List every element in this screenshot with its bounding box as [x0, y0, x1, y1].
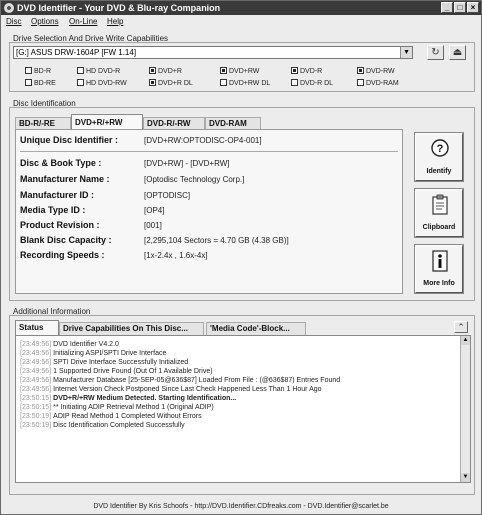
more-info-button-label: More Info	[423, 280, 455, 287]
value-manufacturer-id: [OPTODISC]	[144, 191, 191, 200]
cap-dvd-plus-rw: DVD+RW	[220, 67, 259, 76]
identify-button-label: Identify	[426, 168, 452, 175]
close-button[interactable]: ×	[467, 2, 479, 13]
chevron-up-icon: ⌃	[457, 322, 465, 332]
label-blank-disc-capacity: Blank Disc Capacity :	[20, 235, 112, 245]
menu-online[interactable]: On-Line	[69, 17, 98, 26]
cap-bd-r: BD-R	[25, 67, 51, 76]
disc-question-icon	[430, 138, 450, 160]
more-info-button[interactable]	[415, 245, 463, 293]
log-line: [ 23:49:56 ] 1 Supported Drive Found (Out Of 1 Available Drive)	[20, 367, 213, 376]
log-scrollbar[interactable]	[460, 336, 470, 482]
value-media-type-id: [OP4]	[144, 206, 165, 215]
cap-hd-dvd-r: HD DVD-R	[77, 67, 120, 76]
cap-dvd-r-dl: DVD-R DL	[291, 79, 333, 88]
drive-section-title: Drive Selection And Drive Write Capabilities	[13, 34, 169, 43]
log-line: [ 23:49:56 ] Manufacturer Database [25-SEP-05@636$87] Loaded From File : (@636$87) Entries Found	[20, 376, 340, 385]
collapse-button[interactable]	[454, 321, 468, 333]
tab-bd-r-re[interactable]: BD-R/-RE	[15, 117, 71, 130]
menu-disc[interactable]: Disc	[6, 17, 22, 26]
chevron-down-icon[interactable]: ▼	[400, 47, 412, 58]
label-manufacturer-name: Manufacturer Name :	[20, 174, 110, 184]
footer-credits: DVD Identifier By Kris Schoofs - http://DVD.Identifier.CDfreaks.com - DVD.Identifier@scarlet.be	[93, 503, 389, 510]
value-product-revision: [001]	[144, 221, 162, 230]
app-disc-icon	[4, 3, 14, 13]
label-unique-disc-id: Unique Disc Identifier :	[20, 135, 119, 145]
value-blank-disc-capacity: [2,295,104 Sectors = 4.70 GB (4.38 GB)]	[144, 236, 289, 245]
cap-dvd-rw: DVD-RW	[357, 67, 395, 76]
cap-hd-dvd-rw: HD DVD-RW	[77, 79, 127, 88]
cap-dvd-plus-rw-dl: DVD+RW DL	[220, 79, 270, 88]
tab-status[interactable]: Status	[15, 320, 59, 335]
label-product-revision: Product Revision :	[20, 220, 100, 230]
value-manufacturer-name: [Optodisc Technology Corp.]	[144, 175, 245, 184]
label-manufacturer-id: Manufacturer ID :	[20, 190, 95, 200]
clipboard-button-label: Clipboard	[422, 224, 456, 231]
cap-dvd-ram: DVD-RAM	[357, 79, 399, 88]
log-line: [ 23:49:56 ] SPTI Drive Interface Successfully Initialized	[20, 358, 188, 367]
label-media-type-id: Media Type ID :	[20, 205, 86, 215]
eject-icon: ⏏	[452, 47, 463, 58]
log-line: [ 23:49:56 ] DVD Identifier V4.2.0	[20, 340, 119, 349]
tab-dvd-plus-r-rw[interactable]: DVD+R/+RW	[71, 114, 143, 130]
drive-select-value: [G:] ASUS DRW-1604P [FW 1.14]	[16, 48, 137, 57]
title-bar	[1, 1, 481, 15]
tab-dvd-ram[interactable]: DVD-RAM	[205, 117, 261, 130]
window-title: DVD Identifier - Your DVD & Blu-ray Companion	[17, 3, 221, 13]
log-line: [ 23:49:56 ] Initializing ASPI/SPTI Drive Interface	[20, 349, 166, 358]
scroll-up-icon[interactable]: ▲	[462, 337, 469, 343]
cap-bd-re: BD-RE	[25, 79, 56, 88]
svg-text:?: ?	[436, 143, 444, 155]
separator	[20, 151, 398, 152]
minimize-button[interactable]: _	[441, 2, 453, 13]
value-recording-speeds: [1x-2.4x , 1.6x-4x]	[144, 251, 208, 260]
cap-dvd-r: DVD-R	[291, 67, 322, 76]
log-line: [ 23:49:56 ] Internet Version Check Postponed Since Last Check Happened Less Than 1 Hour Ago	[20, 385, 322, 394]
menu-options[interactable]: Options	[31, 17, 59, 26]
maximize-button[interactable]: □	[454, 2, 466, 13]
scroll-down-icon[interactable]: ▼	[462, 474, 469, 480]
refresh-button[interactable]	[427, 45, 444, 60]
clipboard-icon	[430, 194, 450, 216]
log-line: [ 23:50:15 ] DVD+R/+RW Medium Detected. Starting Identification...	[20, 394, 236, 403]
menu-bar	[1, 16, 481, 28]
tab-drive-capabilities[interactable]: Drive Capabilities On This Disc...	[59, 322, 204, 335]
info-section-title: Additional Information	[13, 307, 91, 316]
value-unique-disc-id: [DVD+RW:OPTODISC-OP4-001]	[144, 136, 262, 145]
cap-dvd-plus-r: DVD+R	[149, 67, 182, 76]
clipboard-button[interactable]	[415, 189, 463, 237]
label-disc-book-type: Disc & Book Type :	[20, 158, 102, 168]
log-line: [ 23:50:19 ] ADIP Read Method 1 Completed Without Errors	[20, 412, 202, 421]
label-recording-speeds: Recording Speeds :	[20, 250, 105, 260]
drive-select[interactable]	[13, 46, 413, 59]
menu-help[interactable]: Help	[107, 17, 124, 26]
status-log[interactable]	[15, 335, 471, 483]
identify-button[interactable]	[415, 133, 463, 181]
disc-section-title: Disc Identification	[13, 99, 76, 108]
log-line: [ 23:50:19 ] Disc Identification Completed Successfully	[20, 421, 185, 430]
cap-dvd-plus-r-dl: DVD+R DL	[149, 79, 193, 88]
tab-media-code-block[interactable]: 'Media Code'-Block...	[206, 322, 306, 335]
disc-info-panel	[15, 129, 403, 294]
value-disc-book-type: [DVD+RW] - [DVD+RW]	[144, 159, 230, 168]
eject-button[interactable]	[449, 45, 466, 60]
tab-dvd-minus-r-rw[interactable]: DVD-R/-RW	[143, 117, 205, 130]
info-icon	[430, 250, 450, 272]
refresh-icon: ↻	[431, 47, 440, 58]
log-line: [ 23:50:15 ] ** Initiating ADIP Retrieval Method 1 (Original ADIP)	[20, 403, 214, 412]
